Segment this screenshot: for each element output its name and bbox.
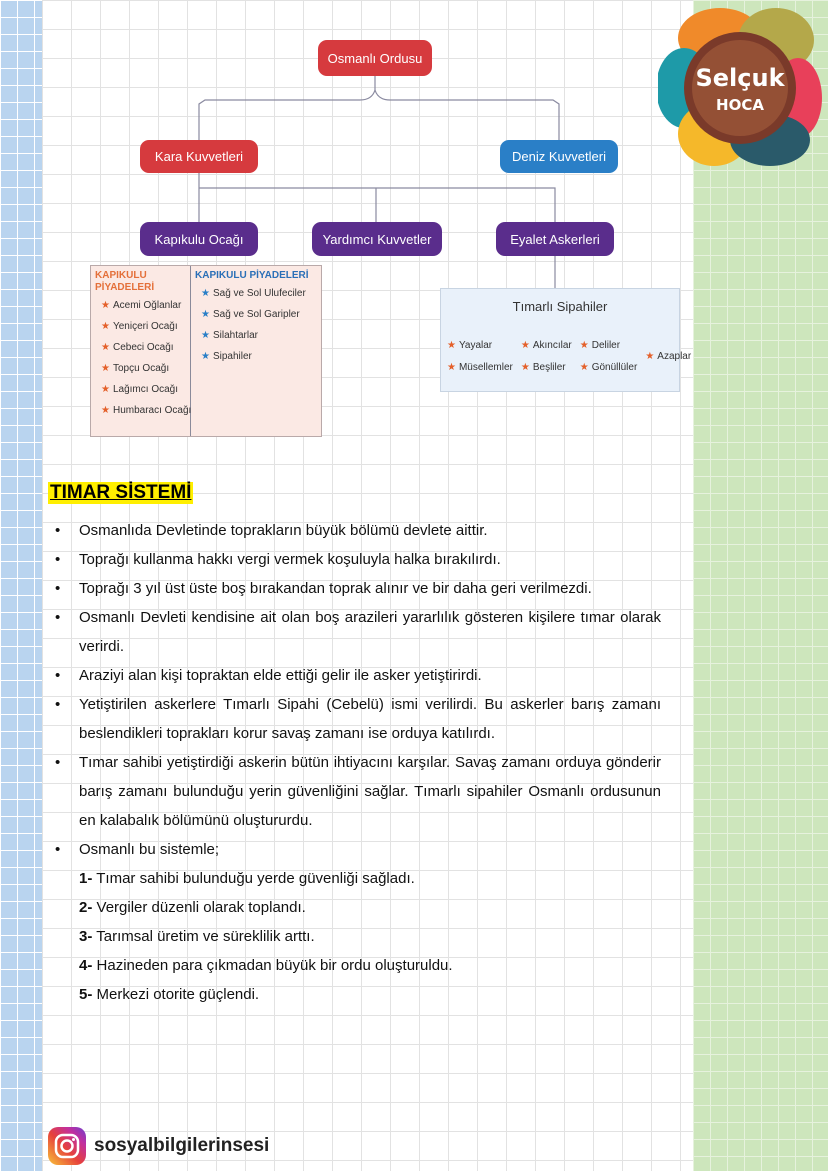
list-item: ★ Acemi Oğlanlar (101, 300, 182, 311)
star-icon: ★ (201, 351, 210, 362)
list-item: ★ Yeniçeri Ocağı (101, 321, 178, 332)
list-item: ★ Silahtarlar (201, 330, 258, 341)
instagram-footer (48, 1127, 269, 1165)
list-item: ★ Gönüllüler (579, 361, 638, 373)
bullet-item: • Osmanlı bu sistemle; (55, 835, 661, 864)
list-item: ★ Deliler (579, 339, 621, 351)
list-item: ★ Sağ ve Sol Ulufeciler (201, 288, 306, 299)
star-icon: ★ (101, 300, 110, 311)
star-icon: ★ (101, 321, 110, 332)
star-icon: ★ (447, 361, 456, 373)
timarli-sipahiler-box (440, 288, 692, 392)
bullet-item: • Tımar sahibi yetiştirdiği askerin bütün ihtiyacını karşılar. Savaş zamanı orduya gönderir barış zamanı bulunduğu yerin güvenliğini sağlar. Tımarlı sipahiler Osmanlı ordusunun en kalabalık bölümünü oluştururdu. (55, 748, 661, 835)
bullet-item: • Yetiştirilen askerlere Tımarlı Sipahi (Cebelü) ismi verilirdi. Bu askerler barış zamanı beslendikleri toprakları korur savaş zamanı ise orduya katılırdı. (55, 690, 661, 748)
instagram-handle: sosyalbilgilerinsesi (94, 1135, 270, 1156)
star-icon: ★ (201, 309, 210, 320)
star-icon: ★ (520, 339, 530, 351)
star-icon: ★ (101, 363, 110, 374)
bullet-item: • Osmanlı Devleti kendisine ait olan boş arazileri yararlılık gösteren kişilere tımar olarak verirdi. (55, 603, 661, 661)
node-osmanli-ordusu: Osmanlı Ordusu (318, 40, 432, 76)
bullet-item: • Toprağı 3 yıl üst üste boş bırakandan toprak alınır ve bir daha geri verilmezdi. (55, 574, 661, 603)
list-item: ★ Cebeci Ocağı (101, 342, 174, 353)
col-header: KAPIKULU PİYADELERİ (195, 270, 309, 281)
bullet-item: • Toprağı kullanma hakkı vergi vermek koşuluyla halka bırakılırdı. (55, 545, 661, 574)
selcuk-hoca-logo (658, 2, 822, 170)
list-item: ★ Müsellemler (447, 361, 513, 373)
list-item: ★ Akıncılar (520, 339, 572, 351)
list-item: ★ Sağ ve Sol Garipler (201, 309, 300, 320)
node-eyalet-askerleri: Eyalet Askerleri (496, 222, 614, 256)
list-item: ★ Topçu Ocağı (101, 363, 170, 374)
list-item: ★ Humbaracı Ocağı (101, 405, 192, 416)
star-icon: ★ (520, 361, 530, 373)
list-item: ★ Sipahiler (201, 351, 252, 362)
numbered-item: 2- Vergiler düzenli olarak toplandı. (79, 899, 306, 916)
bullet-item: • Araziyi alan kişi topraktan elde ettiği gelir ile asker yetiştirirdi. (55, 661, 661, 690)
node-kara-kuvvetleri: Kara Kuvvetleri (140, 140, 258, 173)
list-item: ★ Yayalar (447, 339, 493, 351)
logo-text: HOCA (716, 96, 764, 114)
kapikulu-table (90, 265, 322, 437)
col-header: KAPIKULU PİYADELERİ (95, 270, 155, 293)
node-kapikulu-ocagi: Kapıkulu Ocağı (140, 222, 258, 256)
kapikulu-col-2 (191, 266, 321, 436)
node-deniz-kuvvetleri: Deniz Kuvvetleri (500, 140, 618, 173)
star-icon: ★ (579, 339, 589, 351)
star-icon: ★ (645, 350, 655, 362)
timarli-title: Tımarlı Sipahiler (512, 299, 608, 314)
kapikulu-col-1 (91, 266, 191, 436)
node-yardimci-kuvvetler: Yardımcı Kuvvetler (312, 222, 442, 256)
star-icon: ★ (101, 405, 110, 416)
star-icon: ★ (201, 330, 210, 341)
section-title: TIMAR SİSTEMİ (50, 482, 192, 503)
numbered-item: 5- Merkezi otorite güçlendi. (79, 986, 260, 1003)
numbered-item: 1- Tımar sahibi bulunduğu yerde güvenliği sağladı. (79, 870, 415, 887)
list-item: ★ Azaplar (645, 350, 692, 362)
list-item: ★ Beşliler (520, 361, 566, 373)
star-icon: ★ (201, 288, 210, 299)
numbered-item: 4- Hazineden para çıkmadan büyük bir ordu oluşturuldu. (79, 957, 453, 974)
logo-text: Selçuk (695, 64, 785, 92)
bullet-item: • Osmanlıda Devletinde toprakların büyük bölümü devlete aittir. (55, 516, 661, 545)
star-icon: ★ (101, 342, 110, 353)
list-item: ★ Lağımcı Ocağı (101, 384, 178, 395)
star-icon: ★ (579, 361, 589, 373)
star-icon: ★ (447, 339, 456, 351)
section-content (55, 516, 661, 1009)
numbered-item: 3- Tarımsal üretim ve süreklilik arttı. (79, 928, 315, 945)
instagram-icon (48, 1127, 86, 1165)
star-icon: ★ (101, 384, 110, 395)
